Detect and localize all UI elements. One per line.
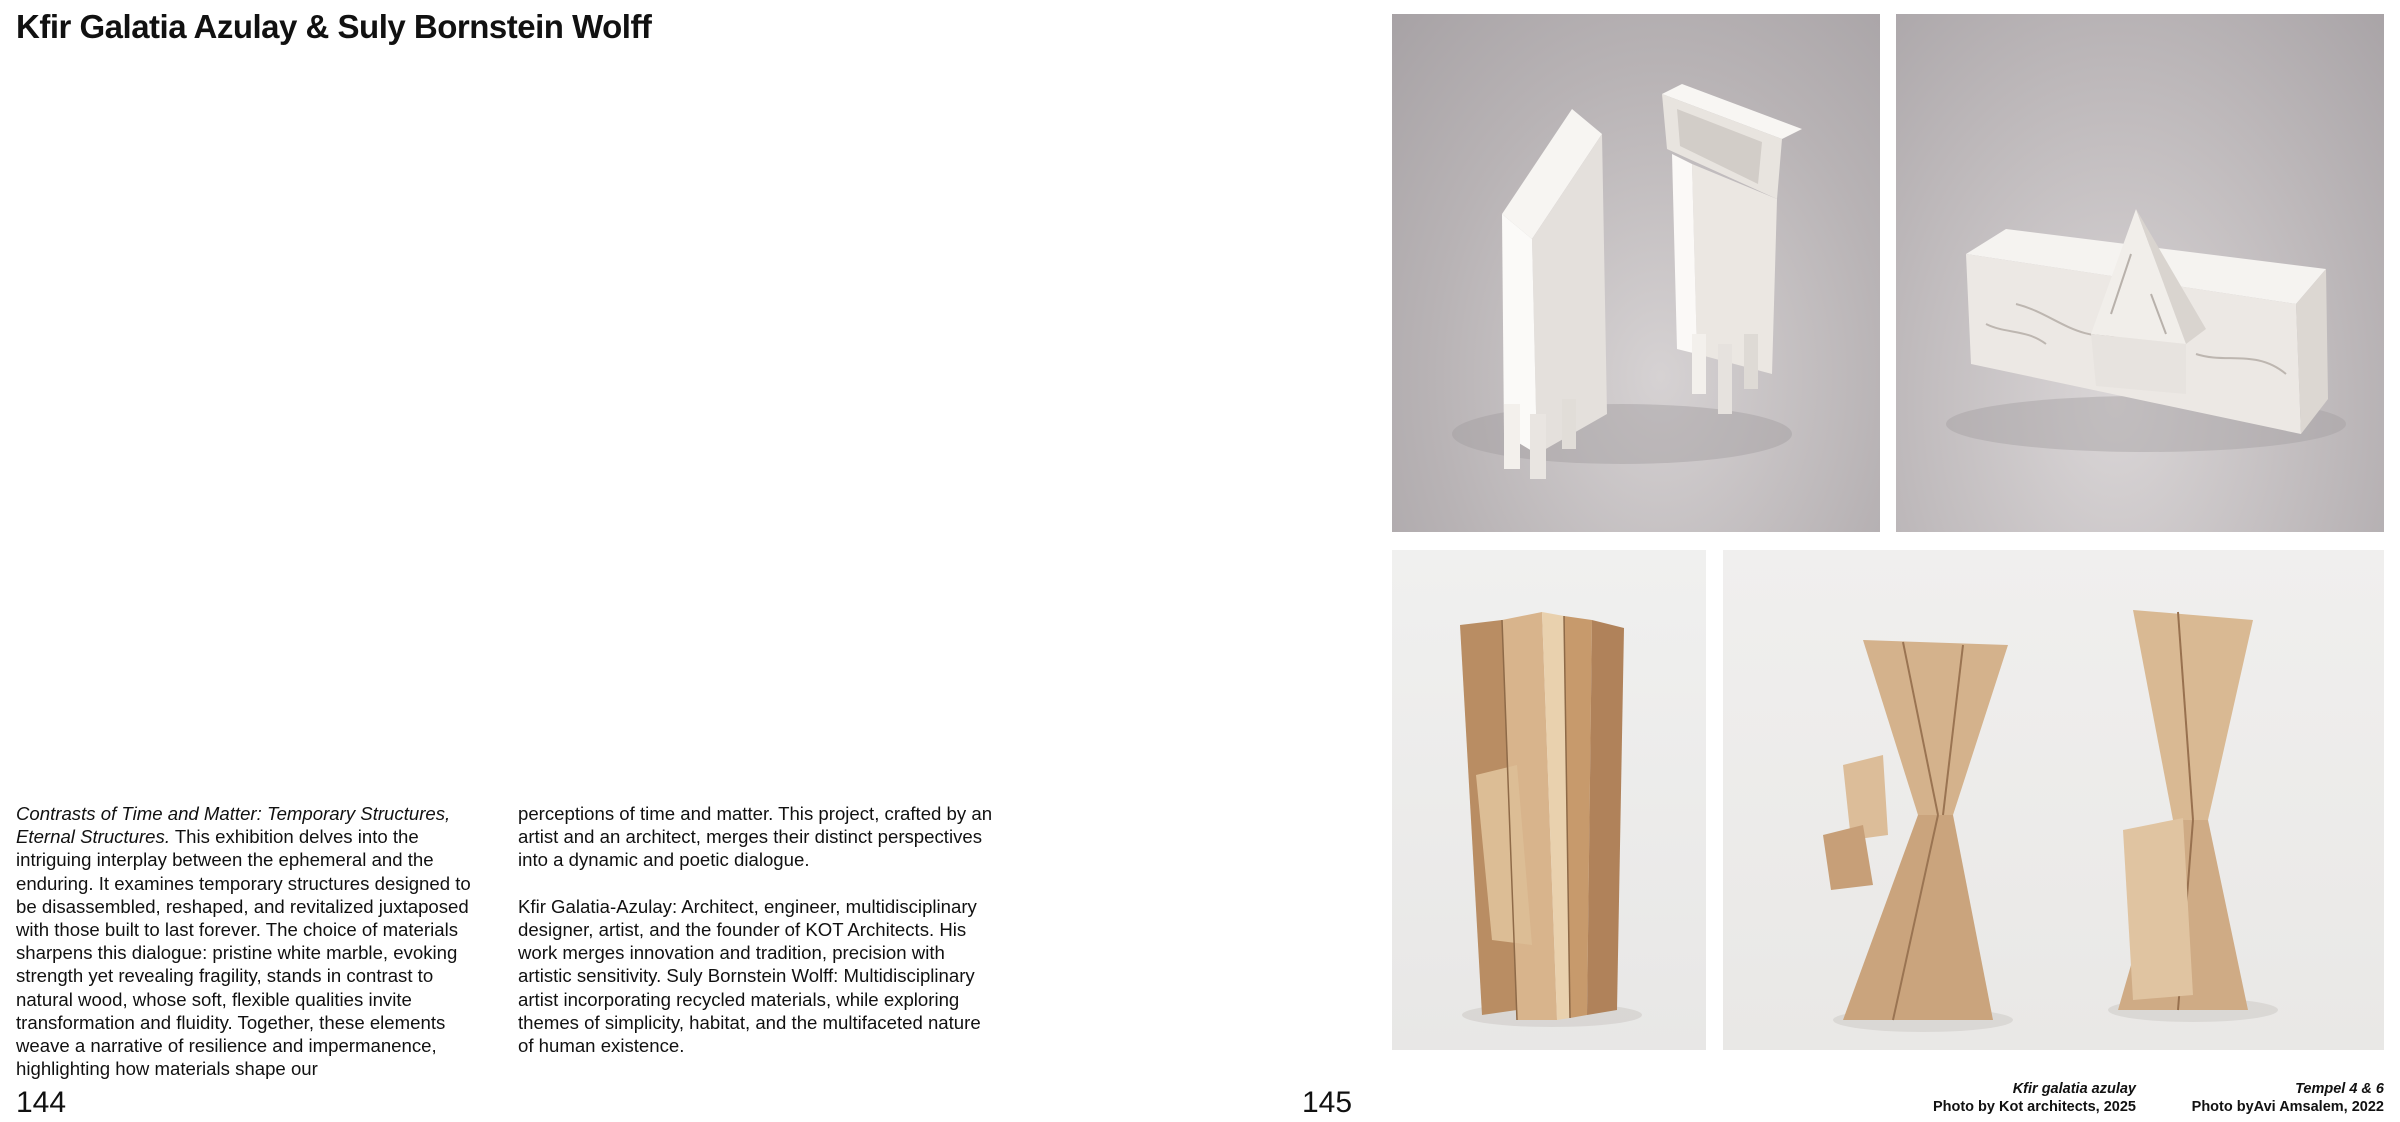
page-title: Kfir Galatia Azulay & Suly Bornstein Wolff [16, 8, 652, 45]
text-column-left [16, 802, 488, 1080]
caption-title: Kfir galatia azulay [2012, 1081, 2136, 1097]
photo-caption-2 [2192, 1080, 2384, 1116]
page-number-right: 145 [1302, 1086, 1353, 1119]
text-column-right [518, 802, 998, 1057]
page-number-left: 144 [16, 1086, 67, 1119]
intro-paragraph [16, 802, 488, 1080]
caption-title: Tempel 4 & 6 [2295, 1081, 2384, 1097]
photo-marble-towers [1392, 14, 1880, 532]
caption-credit: Photo by Kot architects, 2025 [1932, 1099, 2136, 1115]
caption-credit: Photo byAvi Amsalem, 2022 [2191, 1099, 2384, 1115]
exhibition-title: Contrasts of Time and Matter: Temporary Structures, Eternal Structures. [16, 803, 451, 848]
photo-marble-pyramid [1896, 14, 2384, 532]
paragraph-gap [518, 872, 998, 895]
wood-column-illustration [1392, 550, 1706, 1050]
photo-wood-hourglass-pair [1723, 550, 2384, 1050]
photo-wood-column [1392, 550, 1706, 1050]
marble-pyramid-illustration [1896, 14, 2384, 532]
continuation-paragraph: perceptions of time and matter. This project, crafted by an artist and an architect, merges their distinct perspectives into a dynamic and poetic dialogue. [518, 803, 993, 871]
intro-text: This exhibition delves into the intriguing interplay between the ephemeral and the enduring. It examines temporary structures designed to be disassembled, reshaped, and revitalized juxtaposed with those built to last forever. The choice of materials sharpens this dialogue: pristine white marble, evoking strength yet revealing fragility, stands in contrast to natural wood, whose soft, flexible qualities invite transformation and fluidity. Together, these elements weave a narrative of resilience and impermanence, highlighting how materials shape our [16, 826, 471, 1080]
bio-paragraph: Kfir Galatia-Azulay: Architect, engineer, multidisciplinary designer, artist, and the founder of KOT Architects. His work merges innovation and tradition, precision with artistic sensitivity. Suly Bornstein Wolff: Multidisciplinary artist incorporating recycled materials, while exploring themes of simplicity, habitat, and the multifaceted nature of human existence. [518, 895, 981, 1057]
wood-hourglass-illustration [1723, 550, 2384, 1050]
photo-caption-1 [1933, 1080, 2136, 1116]
marble-towers-illustration [1392, 14, 1880, 532]
